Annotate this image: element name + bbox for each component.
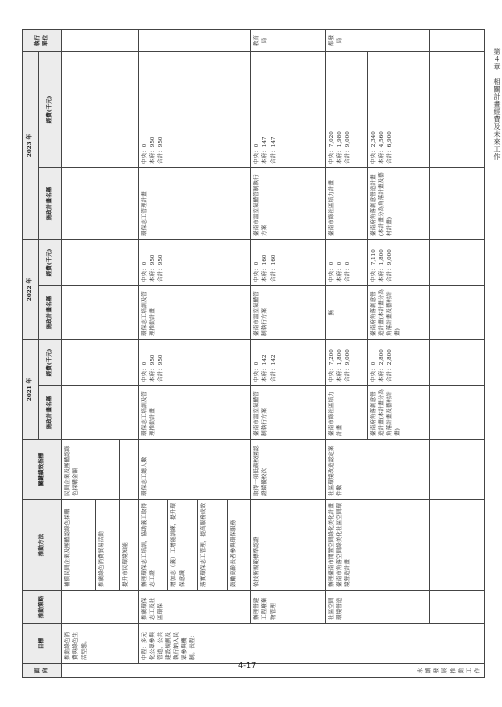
- method-6: 落實環保志工管理，提高服務成效: [198, 500, 228, 591]
- kpi-empty-3: [119, 440, 138, 500]
- header-2023: 2023 年: [23, 52, 39, 240]
- budget-2023-d: 中央：2,340 本府：4,560 合計：6,900: [368, 52, 430, 168]
- plan-2022-empty: [62, 286, 138, 340]
- method-3: 提升市民環境知能: [119, 500, 138, 591]
- header-plan-2022: 施政計畫名稱: [38, 286, 61, 340]
- header-budget-2022: 經費(千元): [38, 240, 61, 286]
- header-unit: 執行單位: [23, 30, 62, 52]
- unit-empty-1: [62, 30, 138, 52]
- plan-2022-d: 臺南府角落創意營造計畫(本計畫分為角落計畫及藝村計畫): [368, 286, 430, 340]
- chapter-title: 第４章 相關計畫經費及未來工作: [493, 48, 501, 161]
- kpi-1: 民間企業及團體認綠色採購金額: [62, 440, 119, 500]
- aspect-cell: 永續發展推動工作: [62, 664, 485, 678]
- plan-table: [22, 29, 485, 678]
- kpi-empty-5: [429, 440, 484, 500]
- method-7: 鼓勵高齡長者參與環保服務: [227, 500, 250, 591]
- header-plan-2023: 施政計畫名稱: [38, 168, 61, 240]
- plan-2023-b: 臺南市溫室氣體管制執行方案: [251, 168, 325, 240]
- method-2: 推廣綠色消費貿易活動: [96, 500, 119, 591]
- strategy-empty-5: [429, 591, 484, 624]
- rotated-table-wrapper: [22, 30, 485, 678]
- strategy-3: 辦理營建工程廢棄物管理: [251, 591, 325, 624]
- header-budget-2021: 經費(千元): [38, 340, 61, 386]
- strategy-2: 推廣環保志工及社區環保: [138, 591, 251, 624]
- plan-2021-a: 環保志工培訓及管理推動計畫: [138, 386, 251, 440]
- budget-2022-c: 中央：0 本府：0 合計：0: [325, 240, 367, 286]
- header-method: 推動方法: [23, 500, 62, 591]
- method-1: 補償民間企業及團體認綠色採購: [62, 500, 96, 591]
- budget-2021-empty-5: [429, 340, 484, 386]
- unit-education: 教育局: [251, 30, 325, 52]
- strategy-empty-1: [62, 591, 138, 624]
- header-goal: 目標: [23, 624, 62, 664]
- method-4: 辦理環保志工培訓，協助義工取得志工證: [138, 500, 168, 591]
- plan-2022-b: 臺南市溫室氣體管制執行方案: [251, 286, 325, 340]
- header-2021: 2021 年: [23, 340, 39, 440]
- method-8: 依技術規範標準認證: [251, 500, 325, 591]
- budget-2022-empty: [62, 240, 138, 286]
- budget-2021-d: 中央：0 本府：2,800 合計：2,800: [368, 340, 430, 386]
- unit-urban-development: 都發局: [325, 30, 429, 52]
- budget-2021-c: 中央：7,200 本府：1,800 合計：9,000: [325, 340, 367, 386]
- plan-2023-empty-5: [429, 168, 484, 240]
- unit-empty-5: [429, 30, 484, 52]
- plan-2021-b: 臺南市溫室氣體管制執行方案: [251, 386, 325, 440]
- budget-2021-a: 中央：0 本府：950 合計：950: [138, 340, 251, 386]
- plan-2021-c: 臺南市綠社區培力計畫: [325, 386, 367, 440]
- header-strategy: 推動策略: [23, 591, 62, 624]
- header-aspect: 面向: [23, 664, 62, 678]
- budget-2023-empty: [62, 52, 138, 168]
- budget-2022-empty-5: [429, 240, 484, 286]
- kpi-4: 社區環境改造認定案件數: [325, 440, 429, 500]
- method-9: 辦理臺南市閒置空間綠化美化計畫 臺南市角落空間綠美化社區空間環境營造計畫: [325, 500, 429, 591]
- kpi-2: 環保志工總人數: [138, 440, 251, 500]
- budget-2022-b: 中央：0 本府：160 合計：160: [251, 240, 325, 286]
- unit-empty-2: [138, 30, 251, 52]
- plan-2022-c: 無: [325, 286, 367, 340]
- header-budget-2023: 經費(千元): [38, 52, 61, 168]
- budget-2021-empty: [62, 340, 138, 386]
- strategy-4: 社區空間環境營造: [325, 591, 429, 624]
- header-kpi: 關鍵績效指標: [23, 440, 62, 500]
- budget-2023-a: 中央：0 本府：950 合計：950: [138, 52, 251, 168]
- budget-2022-a: 中央：0 本府：950 合計：950: [138, 240, 251, 286]
- header-2022: 2022 年: [23, 240, 39, 340]
- goal-green-consumption: 推動綠色消費與綠色生活型態。: [62, 624, 138, 664]
- plan-2022-a: 環保志工培訓及管理推動計畫: [138, 286, 251, 340]
- method-5: 增加志（義）工增能訓練，提升環保意識: [168, 500, 198, 591]
- budget-2021-b: 中央：0 本府：142 合計：142: [251, 340, 325, 386]
- budget-2022-d: 中央：7,110 本府：1,800 合計：9,000: [368, 240, 430, 286]
- kpi-3: 取得一項低碳校園認證績優校次: [251, 440, 325, 500]
- page-number: 4-17: [238, 661, 257, 670]
- plan-2023-d: 臺南府角落創意營造計畫(本計畫分為角落計畫及藝村計畫): [368, 168, 430, 240]
- plan-2022-empty-5: [429, 286, 484, 340]
- method-empty-5: [429, 500, 484, 591]
- header-plan-2021: 施政計畫名稱: [38, 386, 61, 440]
- plan-2023-empty: [62, 168, 138, 240]
- budget-2023-empty-5: [429, 52, 484, 168]
- plan-2023-c: 臺南市綠社區培力計畫: [325, 168, 367, 240]
- plan-2023-a: 環保志工管理計畫: [138, 168, 251, 240]
- goal-public-participation: 中程：多元化公眾參與管道，公共建設規劃及執行納入民眾參與機制。長程：: [138, 624, 484, 664]
- budget-2023-c: 中央：7,020 本府：1,980 合計：9,000: [325, 52, 367, 168]
- plan-2021-empty: [62, 386, 138, 440]
- plan-2021-empty-5: [429, 386, 484, 440]
- plan-2021-d: 臺南府角落創意營造計畫(本計畫分為角落計畫及藝村計畫): [368, 386, 430, 440]
- budget-2023-b: 中央：0 本府：147 合計：147: [251, 52, 325, 168]
